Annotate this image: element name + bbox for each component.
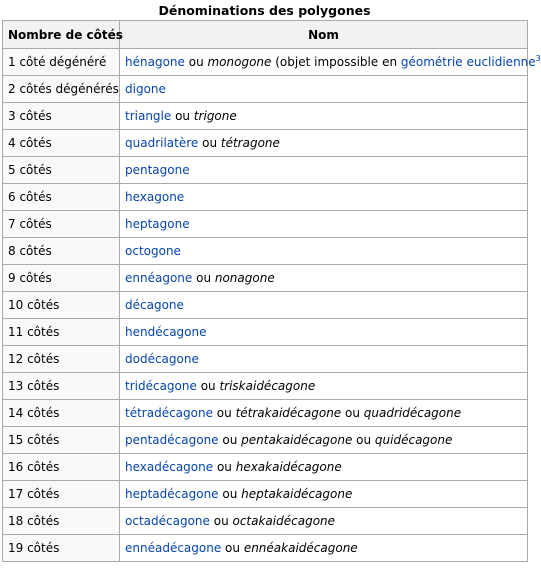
polygon-link[interactable]: pentagone <box>125 163 190 177</box>
polygon-link[interactable]: ennéagone <box>125 271 193 285</box>
cell-name <box>120 400 528 427</box>
cell-sides: 17 côtés <box>3 481 120 508</box>
table-body <box>3 49 541 562</box>
cell-name <box>120 103 528 130</box>
polygon-link[interactable]: géométrie euclidienne <box>400 55 536 69</box>
cell-sides: 18 côtés <box>3 508 120 535</box>
connector-text: ou <box>218 433 242 447</box>
connector-text: ou <box>198 136 221 150</box>
table-row <box>3 346 528 373</box>
connector-text: ou <box>209 514 233 528</box>
cell-sides: 7 côtés <box>3 211 120 238</box>
cell-sides: 6 côtés <box>3 184 120 211</box>
cell-sides: 14 côtés <box>3 400 120 427</box>
cell-name <box>120 454 528 481</box>
polygon-link[interactable]: quadrilatère <box>125 136 199 150</box>
polygon-link[interactable]: heptagone <box>125 217 190 231</box>
cell-sides: 16 côtés <box>3 454 120 481</box>
alternate-name: heptakaidécagone <box>241 487 353 501</box>
table-row <box>3 508 528 535</box>
polygon-link[interactable]: tétradécagone <box>125 406 213 420</box>
alternate-name: tétragone <box>220 136 280 150</box>
table-row <box>3 319 528 346</box>
cell-name <box>120 238 528 265</box>
table-row <box>3 103 528 130</box>
table-row <box>3 184 528 211</box>
polygon-link[interactable]: hendécagone <box>125 325 207 339</box>
connector-text: ou <box>212 406 236 420</box>
cell-sides: 1 côté dégénéré <box>3 49 120 76</box>
cell-name <box>120 76 528 103</box>
connector-text: ou <box>192 271 215 285</box>
connector-text: ou <box>218 487 242 501</box>
cell-name <box>120 157 528 184</box>
cell-name <box>120 292 528 319</box>
connector-text: (objet impossible en <box>271 55 401 69</box>
polygon-link[interactable]: décagone <box>125 298 184 312</box>
alternate-name: octakaidécagone <box>232 514 336 528</box>
cell-name <box>120 211 528 238</box>
alternate-name: ennéakaidécagone <box>243 541 358 555</box>
cell-name <box>120 319 528 346</box>
connector-text: ou <box>196 379 220 393</box>
header-row <box>3 21 528 49</box>
polygon-link[interactable]: triangle <box>125 109 172 123</box>
connector-text: ou <box>213 460 236 474</box>
table-row <box>3 265 528 292</box>
cell-name <box>120 49 541 76</box>
table-row <box>3 454 528 481</box>
alternate-name: quadridécagone <box>363 406 462 420</box>
table-row <box>3 400 528 427</box>
table-row <box>3 76 528 103</box>
alternate-name: nonagone <box>214 271 275 285</box>
cell-sides: 3 côtés <box>3 103 120 130</box>
cell-name <box>120 346 528 373</box>
alternate-name: monogone <box>207 55 272 69</box>
alternate-name: quidécagone <box>374 433 453 447</box>
alternate-name: tétrakaidécagone <box>235 406 342 420</box>
table-row <box>3 292 528 319</box>
header-name: Nom <box>120 21 528 49</box>
polygon-link[interactable]: digone <box>125 82 166 96</box>
cell-sides: 10 côtés <box>3 292 120 319</box>
polygon-link[interactable]: heptadécagone <box>125 487 219 501</box>
header-sides: Nombre de côtés <box>3 21 120 49</box>
table-row <box>3 130 528 157</box>
cell-sides: 5 côtés <box>3 157 120 184</box>
cell-sides: 9 côtés <box>3 265 120 292</box>
cell-name <box>120 508 528 535</box>
polygon-link[interactable]: hexagone <box>125 190 185 204</box>
table-row <box>3 49 528 76</box>
table-row <box>3 157 528 184</box>
connector-text: ou <box>341 406 364 420</box>
polygon-link[interactable]: hénagone <box>125 55 185 69</box>
table-row <box>3 238 528 265</box>
cell-name <box>120 130 528 157</box>
table-row <box>3 481 528 508</box>
alternate-name: trigone <box>193 109 237 123</box>
polygon-names-table <box>2 20 541 562</box>
footnote-ref[interactable]: 3 <box>535 54 541 63</box>
polygon-link[interactable]: octogone <box>125 244 181 258</box>
polygon-link[interactable]: pentadécagone <box>125 433 219 447</box>
cell-name <box>120 427 528 454</box>
connector-text: ou <box>221 541 244 555</box>
cell-sides: 13 côtés <box>3 373 120 400</box>
polygon-link[interactable]: octadécagone <box>125 514 210 528</box>
connector-text: ou <box>352 433 375 447</box>
polygon-link[interactable]: dodécagone <box>125 352 199 366</box>
cell-name <box>120 265 528 292</box>
table-caption: Dénominations des polygones <box>158 3 371 18</box>
table-row <box>3 427 528 454</box>
connector-text: ou <box>171 109 194 123</box>
table-row <box>3 373 528 400</box>
connector-text: ou <box>184 55 208 69</box>
alternate-name: pentakaidécagone <box>241 433 353 447</box>
cell-sides: 19 côtés <box>3 535 120 562</box>
table-row <box>3 535 528 562</box>
cell-name <box>120 184 528 211</box>
cell-sides: 12 côtés <box>3 346 120 373</box>
cell-sides: 8 côtés <box>3 238 120 265</box>
table-row <box>3 211 528 238</box>
alternate-name: triskaidécagone <box>219 379 316 393</box>
alternate-name: hexakaidécagone <box>235 460 342 474</box>
polygon-link[interactable]: ennéadécagone <box>125 541 222 555</box>
cell-sides: 15 côtés <box>3 427 120 454</box>
cell-sides: 2 côtés dégénérés <box>3 76 120 103</box>
polygon-link[interactable]: tridécagone <box>125 379 197 393</box>
cell-name <box>120 535 528 562</box>
cell-name <box>120 481 528 508</box>
polygon-link[interactable]: hexadécagone <box>125 460 214 474</box>
cell-name <box>120 373 528 400</box>
cell-sides: 4 côtés <box>3 130 120 157</box>
cell-sides: 11 côtés <box>3 319 120 346</box>
